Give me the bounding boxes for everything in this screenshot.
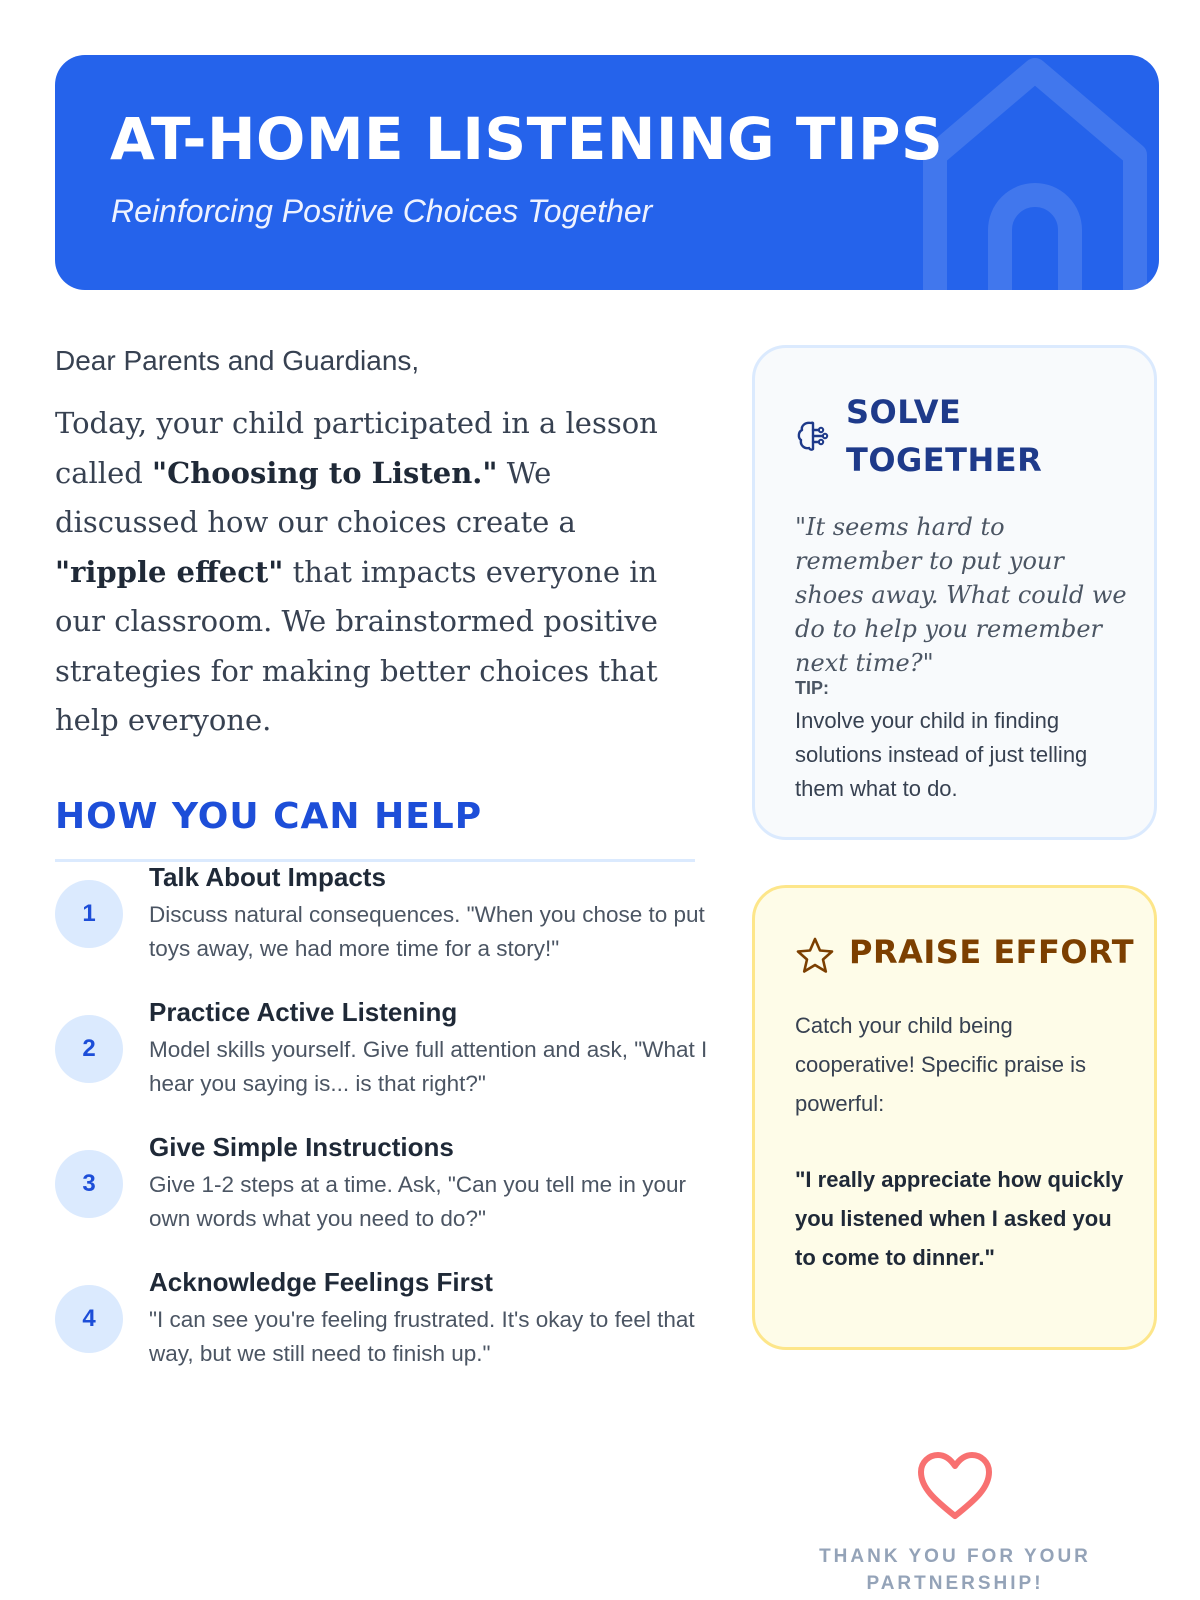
step-number-badge: 1 — [55, 880, 123, 948]
step-item — [55, 1267, 695, 1402]
step-number-badge: 4 — [55, 1285, 123, 1353]
step-number-badge: 2 — [55, 1015, 123, 1083]
step-title: Acknowledge Feelings First — [149, 1266, 493, 1297]
ripple-effect: "ripple effect" — [55, 554, 284, 589]
step-title: Talk About Impacts — [149, 861, 386, 892]
heart-icon — [915, 1450, 995, 1522]
step-description: Give 1-2 steps at a time. Ask, "Can you tell me in your own words what you need to do?" — [149, 1171, 686, 1231]
solve-together-title: SOLVE TOGETHER — [846, 393, 1043, 479]
letter-column — [55, 345, 708, 1402]
lesson-name: "Choosing to Listen." — [152, 455, 498, 490]
praise-quote: "I really appreciate how quickly you listened when I asked you to come to dinner." — [795, 1167, 1124, 1270]
step-description: Model skills yourself. Give full attention and ask, "What I hear you saying is... is that right?" — [149, 1036, 708, 1096]
step-title: Practice Active Listening — [149, 996, 458, 1027]
intro-paragraph — [55, 399, 695, 746]
tip-text: Involve your child in finding solutions instead of just telling them what to do. — [795, 708, 1088, 801]
page-title: AT-HOME LISTENING TIPS — [110, 105, 944, 173]
tip-label: TIP: — [795, 678, 829, 698]
thank-you-message: THANK YOU FOR YOUR PARTNERSHIP! — [819, 1546, 1091, 1594]
brain-icon — [795, 418, 831, 454]
step-title: Give Simple Instructions — [149, 1131, 454, 1162]
header-banner — [55, 55, 1159, 290]
step-item — [55, 996, 708, 1132]
intro-text-2: We discussed how our choices create a — [55, 455, 576, 539]
page-subtitle: Reinforcing Positive Choices Together — [111, 193, 653, 229]
step-item — [55, 1132, 695, 1267]
star-icon — [795, 936, 835, 976]
intro-text-1: Today, your child participated in a lesson called — [55, 406, 658, 490]
praise-effort-title: PRAISE EFFORT — [849, 933, 1135, 971]
step-description: Discuss natural consequences. "When you chose to put toys away, we had more time for a story!" — [149, 901, 705, 961]
help-section-title: HOW YOU CAN HELP — [55, 795, 483, 837]
step-number-badge: 3 — [55, 1150, 123, 1218]
praise-effort-card — [752, 885, 1157, 1350]
solve-together-card — [752, 345, 1157, 840]
step-item — [55, 861, 705, 997]
greeting: Dear Parents and Guardians, — [55, 345, 420, 376]
intro-text-3: that impacts everyone in our classroom. We brainstormed positive strategies for making better choices that help everyone. — [55, 554, 658, 737]
solve-quote: "It seems hard to remember to put your shoes away. What could we do to help you remember next time?" — [795, 513, 1127, 677]
step-description: "I can see you're feeling frustrated. It's okay to feel that way, but we still need to finish up." — [149, 1306, 695, 1366]
praise-text: Catch your child being cooperative! Specific praise is powerful: — [795, 1013, 1087, 1116]
